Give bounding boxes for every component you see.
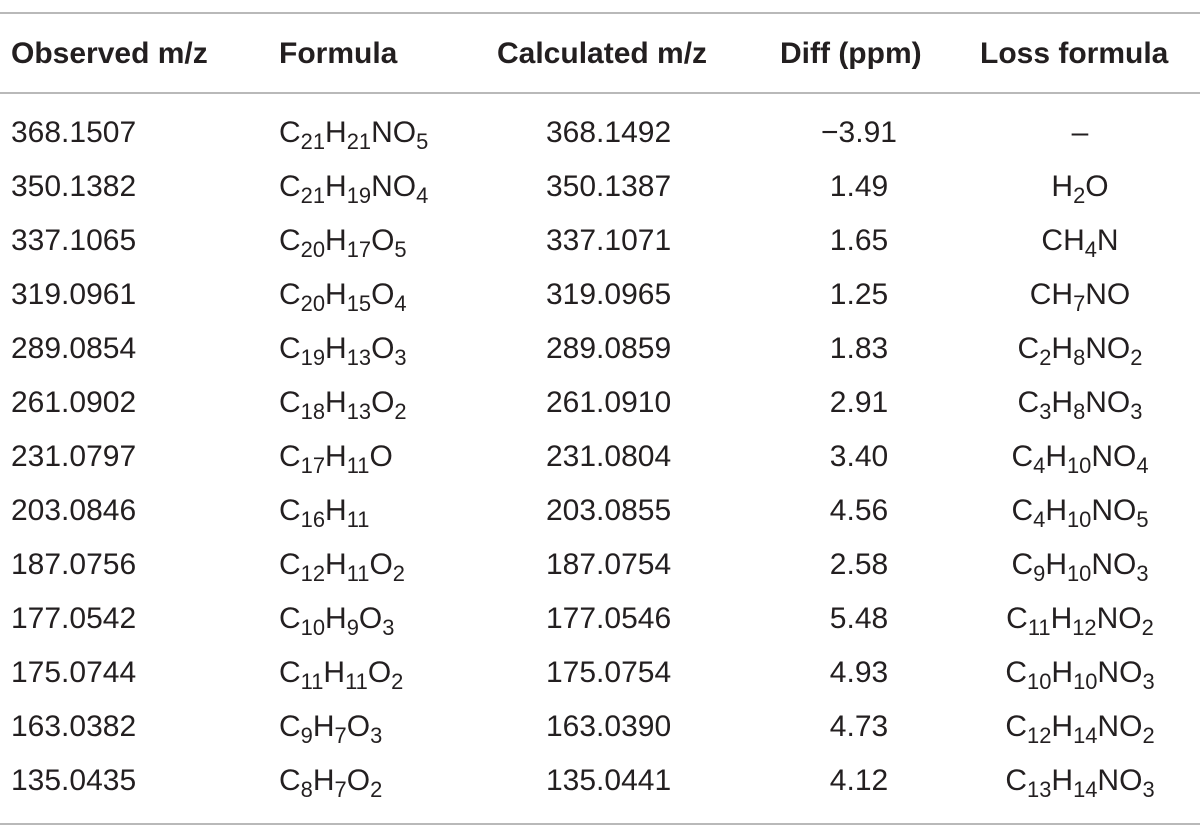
loss-cell — [980, 548, 1180, 587]
loss-element: H — [1051, 656, 1074, 689]
loss-subscript: 12 — [1027, 723, 1052, 749]
loss-cell — [980, 332, 1180, 371]
diff-ppm-cell: 1.25 — [829, 278, 889, 311]
formula-element: N — [371, 170, 393, 203]
observed-mz-cell: 135.0435 — [11, 764, 137, 797]
formula-subscript: 7 — [334, 777, 347, 803]
observed-mz-cell: 261.0902 — [11, 386, 137, 419]
formula-subscript: 5 — [394, 237, 407, 263]
loss-subscript: 10 — [1066, 561, 1092, 587]
loss-element: C — [1005, 764, 1028, 797]
loss-subscript: 4 — [1136, 453, 1149, 479]
diff-ppm-cell: 4.73 — [829, 710, 889, 743]
formula-element: C — [279, 224, 301, 257]
loss-cell — [980, 118, 1180, 148]
loss-element: O — [1106, 386, 1131, 419]
formula-element: O — [367, 656, 392, 689]
loss-element: C — [1017, 386, 1040, 419]
loss-element: N — [1097, 764, 1120, 797]
formula-element: C — [279, 764, 301, 797]
loss-subscript: 3 — [1136, 561, 1149, 587]
loss-subscript: 3 — [1142, 669, 1155, 695]
loss-cell — [980, 710, 1180, 749]
calculated-mz-cell: 289.0859 — [546, 332, 672, 365]
formula-element: H — [325, 170, 347, 203]
header-formula: Formula — [279, 37, 398, 70]
loss-element: N — [1097, 656, 1120, 689]
loss-element: H — [1051, 170, 1074, 203]
diff-ppm-cell: −3.91 — [821, 116, 897, 149]
loss-element: C — [1011, 440, 1034, 473]
formula-cell — [279, 386, 407, 425]
loss-subscript: 13 — [1027, 777, 1052, 803]
observed-mz-cell: 177.0542 — [11, 602, 137, 635]
formula-subscript: 2 — [394, 399, 407, 425]
formula-element: H — [325, 494, 347, 527]
formula-element: O — [392, 116, 417, 149]
formula-subscript: 3 — [382, 615, 395, 641]
formula-cell — [279, 224, 407, 263]
formula-subscript: 21 — [346, 129, 372, 155]
loss-element: H — [1045, 548, 1067, 581]
formula-element: C — [279, 278, 301, 311]
formula-cell — [279, 548, 405, 587]
formula-cell — [279, 170, 429, 209]
loss-subscript: 12 — [1072, 615, 1097, 641]
loss-subscript: 14 — [1073, 723, 1098, 749]
loss-subscript: 4 — [1033, 507, 1046, 533]
loss-subscript: 3 — [1039, 399, 1052, 425]
formula-subscript: 21 — [300, 183, 326, 209]
loss-element: O — [1113, 548, 1137, 581]
formula-subscript: 11 — [345, 669, 368, 695]
loss-subscript: 10 — [1066, 507, 1092, 533]
formula-subscript: 3 — [394, 345, 407, 371]
formula-cell — [279, 656, 404, 695]
loss-element: O — [1113, 440, 1137, 473]
formula-subscript: 17 — [346, 237, 372, 263]
formula-cell — [279, 278, 407, 317]
loss-element: N — [1091, 440, 1114, 473]
loss-subscript: 14 — [1073, 777, 1098, 803]
loss-element: O — [1118, 602, 1142, 635]
loss-element: N — [1096, 602, 1119, 635]
formula-element: O — [371, 386, 395, 419]
loss-element: C — [1029, 278, 1052, 311]
loss-cell — [980, 656, 1180, 695]
formula-subscript: 4 — [416, 183, 429, 209]
loss-subscript: 10 — [1073, 669, 1098, 695]
loss-subscript: 10 — [1027, 669, 1052, 695]
formula-subscript: 11 — [346, 561, 370, 587]
formula-cell — [279, 494, 370, 533]
calculated-mz-cell: 203.0855 — [546, 494, 672, 527]
formula-element: C — [279, 710, 301, 743]
loss-element: H — [1045, 440, 1067, 473]
diff-ppm-cell: 4.12 — [829, 764, 889, 797]
formula-cell — [279, 440, 393, 479]
loss-subscript: 9 — [1033, 561, 1046, 587]
formula-subscript: 9 — [346, 615, 359, 641]
formula-subscript: 15 — [346, 291, 372, 317]
loss-element: C — [1017, 332, 1040, 365]
formula-element: C — [279, 602, 301, 635]
loss-element: C — [1005, 710, 1028, 743]
loss-element: N — [1096, 224, 1119, 257]
formula-subscript: 9 — [300, 723, 313, 749]
diff-ppm-cell: 1.49 — [829, 170, 889, 203]
observed-mz-cell: 231.0797 — [11, 440, 137, 473]
loss-subscript: 3 — [1142, 777, 1155, 803]
observed-mz-cell: 350.1382 — [11, 170, 137, 203]
loss-element: N — [1085, 278, 1107, 311]
loss-subscript: 2 — [1073, 183, 1086, 209]
loss-cell — [980, 278, 1180, 317]
formula-element: H — [325, 440, 347, 473]
loss-element: N — [1085, 332, 1107, 365]
loss-subscript: 2 — [1039, 345, 1052, 371]
diff-ppm-cell: 5.48 — [829, 602, 889, 635]
formula-subscript: 13 — [346, 345, 372, 371]
formula-element: H — [325, 386, 347, 419]
calculated-mz-cell: 337.1071 — [546, 224, 672, 257]
loss-subscript: 8 — [1073, 399, 1086, 425]
formula-element: O — [369, 440, 393, 473]
header-diff-ppm: Diff (ppm) — [780, 37, 922, 70]
observed-mz-cell: 337.1065 — [11, 224, 137, 257]
loss-element: C — [1011, 548, 1034, 581]
observed-mz-cell: 319.0961 — [11, 278, 137, 311]
loss-element: C — [1006, 602, 1028, 635]
loss-element: O — [1106, 332, 1131, 365]
calculated-mz-cell: 231.0804 — [546, 440, 672, 473]
loss-element: O — [1119, 710, 1143, 743]
loss-subscript: 11 — [1027, 615, 1051, 641]
formula-element: O — [371, 332, 395, 365]
formula-element: C — [279, 440, 301, 473]
formula-subscript: 21 — [300, 129, 326, 155]
formula-subscript: 3 — [370, 723, 383, 749]
formula-element: H — [325, 548, 347, 581]
calculated-mz-cell: 135.0441 — [546, 764, 672, 797]
loss-subscript: 3 — [1130, 399, 1143, 425]
formula-element: C — [279, 170, 301, 203]
formula-subscript: 19 — [346, 183, 372, 209]
observed-mz-cell: 203.0846 — [11, 494, 137, 527]
formula-element: C — [279, 548, 301, 581]
observed-mz-cell: 289.0854 — [11, 332, 137, 365]
diff-ppm-cell: 2.58 — [829, 548, 889, 581]
loss-element: O — [1119, 656, 1143, 689]
formula-element: H — [312, 764, 335, 797]
loss-element: O — [1106, 278, 1131, 311]
loss-element: H — [1051, 278, 1074, 311]
loss-subscript: 2 — [1130, 345, 1143, 371]
loss-cell — [980, 224, 1180, 263]
loss-element: H — [1051, 710, 1074, 743]
formula-subscript: 5 — [416, 129, 429, 155]
formula-subscript: 12 — [300, 561, 326, 587]
loss-subscript: 4 — [1084, 237, 1097, 263]
formula-element: H — [325, 602, 347, 635]
loss-subscript: 4 — [1033, 453, 1046, 479]
diff-ppm-cell: 4.56 — [829, 494, 889, 527]
loss-element: N — [1097, 710, 1120, 743]
formula-cell — [279, 332, 407, 371]
formula-element: C — [279, 332, 301, 365]
formula-subscript: 4 — [394, 291, 407, 317]
calculated-mz-cell: 350.1387 — [546, 170, 672, 203]
formula-element: H — [312, 710, 335, 743]
calculated-mz-cell: 368.1492 — [546, 116, 672, 149]
loss-cell — [980, 170, 1180, 209]
observed-mz-cell: 187.0756 — [11, 548, 137, 581]
loss-subscript: 5 — [1136, 507, 1149, 533]
formula-subscript: 16 — [300, 507, 326, 533]
calculated-mz-cell: 261.0910 — [546, 386, 672, 419]
formula-element: C — [279, 386, 301, 419]
formula-element: O — [358, 602, 383, 635]
formula-subscript: 20 — [300, 237, 326, 263]
formula-subscript: 13 — [346, 399, 372, 425]
formula-element: C — [279, 494, 301, 527]
loss-element: – — [1071, 116, 1089, 149]
table-top-rule — [0, 12, 1200, 14]
loss-cell — [980, 494, 1180, 533]
formula-subscript: 2 — [370, 777, 383, 803]
formula-cell — [279, 602, 395, 641]
loss-element: H — [1051, 386, 1074, 419]
diff-ppm-cell: 1.83 — [829, 332, 889, 365]
formula-cell — [279, 764, 383, 803]
formula-subscript: 7 — [334, 723, 347, 749]
formula-element: H — [325, 332, 347, 365]
diff-ppm-cell: 2.91 — [829, 386, 889, 419]
observed-mz-cell: 163.0382 — [11, 710, 137, 743]
formula-element: O — [392, 170, 417, 203]
loss-element: H — [1063, 224, 1085, 257]
table-bottom-rule — [0, 823, 1200, 825]
calculated-mz-cell: 177.0546 — [546, 602, 672, 635]
calculated-mz-cell: 163.0390 — [546, 710, 672, 743]
loss-subscript: 7 — [1073, 291, 1086, 317]
calculated-mz-cell: 319.0965 — [546, 278, 672, 311]
loss-element: C — [1005, 656, 1028, 689]
loss-element: C — [1041, 224, 1064, 257]
formula-subscript: 11 — [346, 507, 370, 533]
observed-mz-cell: 175.0744 — [11, 656, 137, 689]
formula-element: C — [279, 116, 301, 149]
formula-element: C — [279, 656, 301, 689]
calculated-mz-cell: 187.0754 — [546, 548, 672, 581]
loss-element: H — [1051, 332, 1074, 365]
table-header-rule — [0, 92, 1200, 94]
formula-subscript: 2 — [391, 669, 404, 695]
loss-element: H — [1050, 602, 1073, 635]
formula-element: O — [346, 710, 371, 743]
loss-subscript: 8 — [1073, 345, 1086, 371]
formula-element: O — [346, 764, 371, 797]
formula-subscript: 20 — [300, 291, 326, 317]
loss-element: H — [1045, 494, 1067, 527]
loss-cell — [980, 764, 1180, 803]
loss-element: O — [1085, 170, 1109, 203]
formula-element: N — [371, 116, 393, 149]
diff-ppm-cell: 1.65 — [829, 224, 889, 257]
loss-element: H — [1051, 764, 1074, 797]
loss-subscript: 10 — [1066, 453, 1092, 479]
formula-element: O — [371, 278, 395, 311]
formula-subscript: 10 — [300, 615, 326, 641]
formula-subscript: 11 — [346, 453, 370, 479]
formula-subscript: 8 — [300, 777, 313, 803]
formula-element: H — [325, 116, 347, 149]
formula-element: H — [323, 656, 346, 689]
loss-subscript: 2 — [1141, 615, 1154, 641]
formula-subscript: 19 — [300, 345, 326, 371]
formula-element: O — [369, 548, 393, 581]
formula-subscript: 17 — [300, 453, 326, 479]
diff-ppm-cell: 3.40 — [829, 440, 889, 473]
header-observed-mz: Observed m/z — [11, 37, 208, 70]
loss-element: N — [1091, 548, 1114, 581]
diff-ppm-cell: 4.93 — [829, 656, 889, 689]
loss-element: N — [1085, 386, 1107, 419]
loss-cell — [980, 386, 1180, 425]
formula-element: H — [325, 224, 347, 257]
formula-subscript: 18 — [300, 399, 326, 425]
loss-element: O — [1119, 764, 1143, 797]
formula-subscript: 2 — [392, 561, 405, 587]
formula-element: O — [371, 224, 395, 257]
loss-element: C — [1011, 494, 1034, 527]
formula-cell — [279, 710, 383, 749]
loss-cell — [980, 440, 1180, 479]
loss-element: O — [1113, 494, 1137, 527]
header-calculated-mz: Calculated m/z — [497, 37, 708, 70]
loss-element: N — [1091, 494, 1114, 527]
formula-element: H — [325, 278, 347, 311]
calculated-mz-cell: 175.0754 — [546, 656, 672, 689]
loss-subscript: 2 — [1142, 723, 1155, 749]
formula-cell — [279, 116, 429, 155]
formula-subscript: 11 — [300, 669, 324, 695]
loss-cell — [980, 602, 1180, 641]
header-loss-formula: Loss formula — [980, 37, 1169, 70]
observed-mz-cell: 368.1507 — [11, 116, 137, 149]
